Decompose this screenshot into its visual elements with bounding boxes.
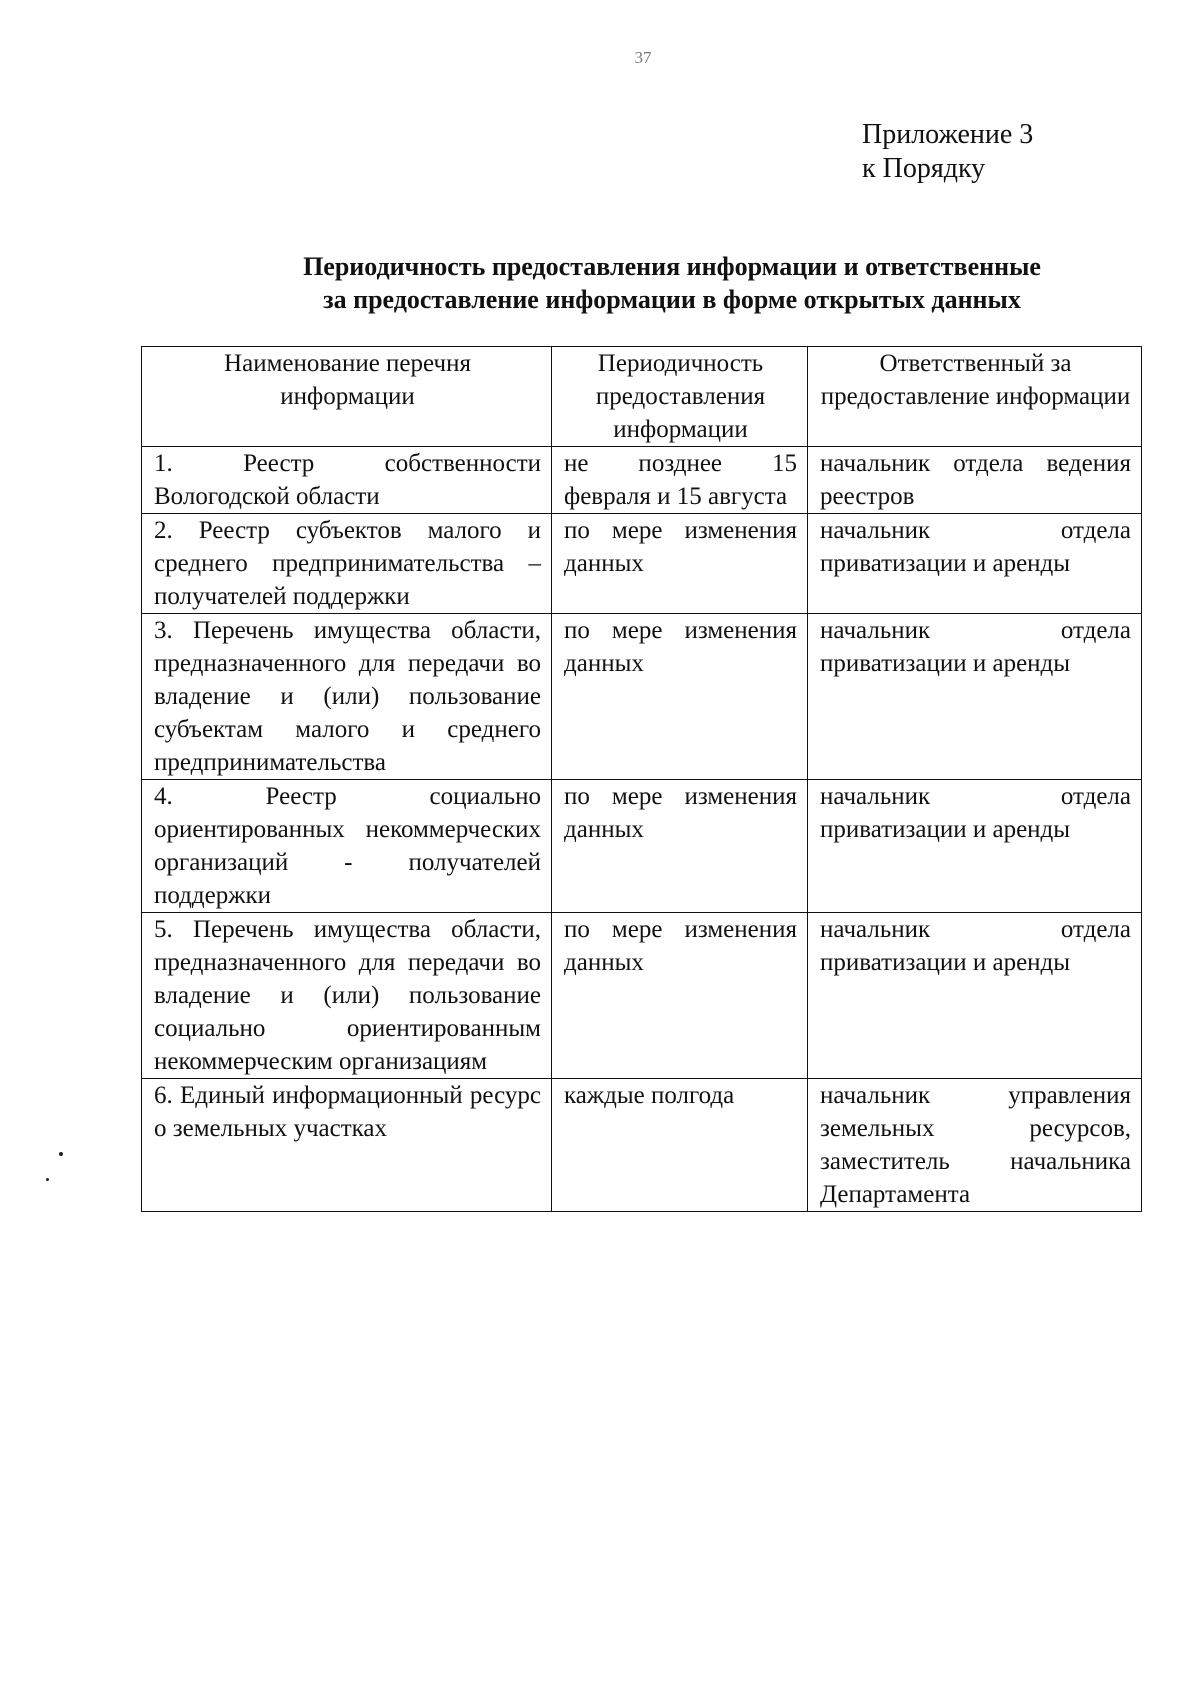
cell-period: каждые полгода — [552, 1079, 808, 1212]
cell-period: по мере изменения данных — [552, 780, 808, 913]
cell-name: 3. Перечень имущества области, предназначенного для передачи во владение и (или) пользование субъектам малого и среднего предпринимательства — [142, 614, 552, 780]
cell-period: по мере изменения данных — [552, 514, 808, 614]
cell-responsible: начальник отдела приватизации и аренды — [808, 514, 1142, 614]
table-header-row — [142, 347, 1142, 447]
title-line-2: за предоставление информации в форме открытых данных — [323, 285, 1021, 314]
cell-responsible: начальник отдела приватизации и аренды — [808, 780, 1142, 913]
appendix-line-2: к Порядку — [862, 153, 986, 184]
cell-name: 5. Перечень имущества области, предназначенного для передачи во владение и (или) пользование социально ориентированным некоммерческим организациям — [142, 913, 552, 1079]
table-row — [142, 1079, 1142, 1212]
table-row — [142, 614, 1142, 780]
cell-name: 1. Реестр собственности Вологодской области — [142, 447, 552, 514]
cell-period: не позднее 15 февраля и 15 августа — [552, 447, 808, 514]
cell-responsible: начальник управления земельных ресурсов, заместитель начальника Департамента — [808, 1079, 1142, 1212]
appendix-reference — [862, 118, 1033, 186]
header-responsible: Ответственный за предоставление информации — [808, 347, 1142, 447]
cell-name: 6. Единый информационный ресурс о земельных участках — [142, 1079, 552, 1212]
table-row — [142, 913, 1142, 1079]
table-row — [142, 780, 1142, 913]
cell-responsible: начальник отдела приватизации и аренды — [808, 614, 1142, 780]
scan-dot-mark — [59, 1152, 63, 1156]
cell-responsible: начальник отдела приватизации и аренды — [808, 913, 1142, 1079]
table-row — [142, 447, 1142, 514]
appendix-line-1: Приложение 3 — [862, 119, 1034, 150]
title-line-1: Периодичность предоставления информации и ответственные — [303, 252, 1041, 281]
cell-name: 2. Реестр субъектов малого и среднего предпринимательства – получателей поддержки — [142, 514, 552, 614]
document-title — [222, 250, 1122, 316]
header-period: Периодичность предоставления информации — [552, 347, 808, 447]
page-number: 37 — [634, 48, 652, 67]
cell-period: по мере изменения данных — [552, 614, 808, 780]
table-row — [142, 514, 1142, 614]
open-data-table — [141, 346, 1142, 1212]
cell-period: по мере изменения данных — [552, 913, 808, 1079]
cell-responsible: начальник отдела ведения реестров — [808, 447, 1142, 514]
cell-name: 4. Реестр социально ориентированных некоммерческих организаций - получателей поддержки — [142, 780, 552, 913]
scan-dot-mark — [46, 1178, 49, 1181]
header-name: Наименование перечня информации — [142, 347, 552, 447]
